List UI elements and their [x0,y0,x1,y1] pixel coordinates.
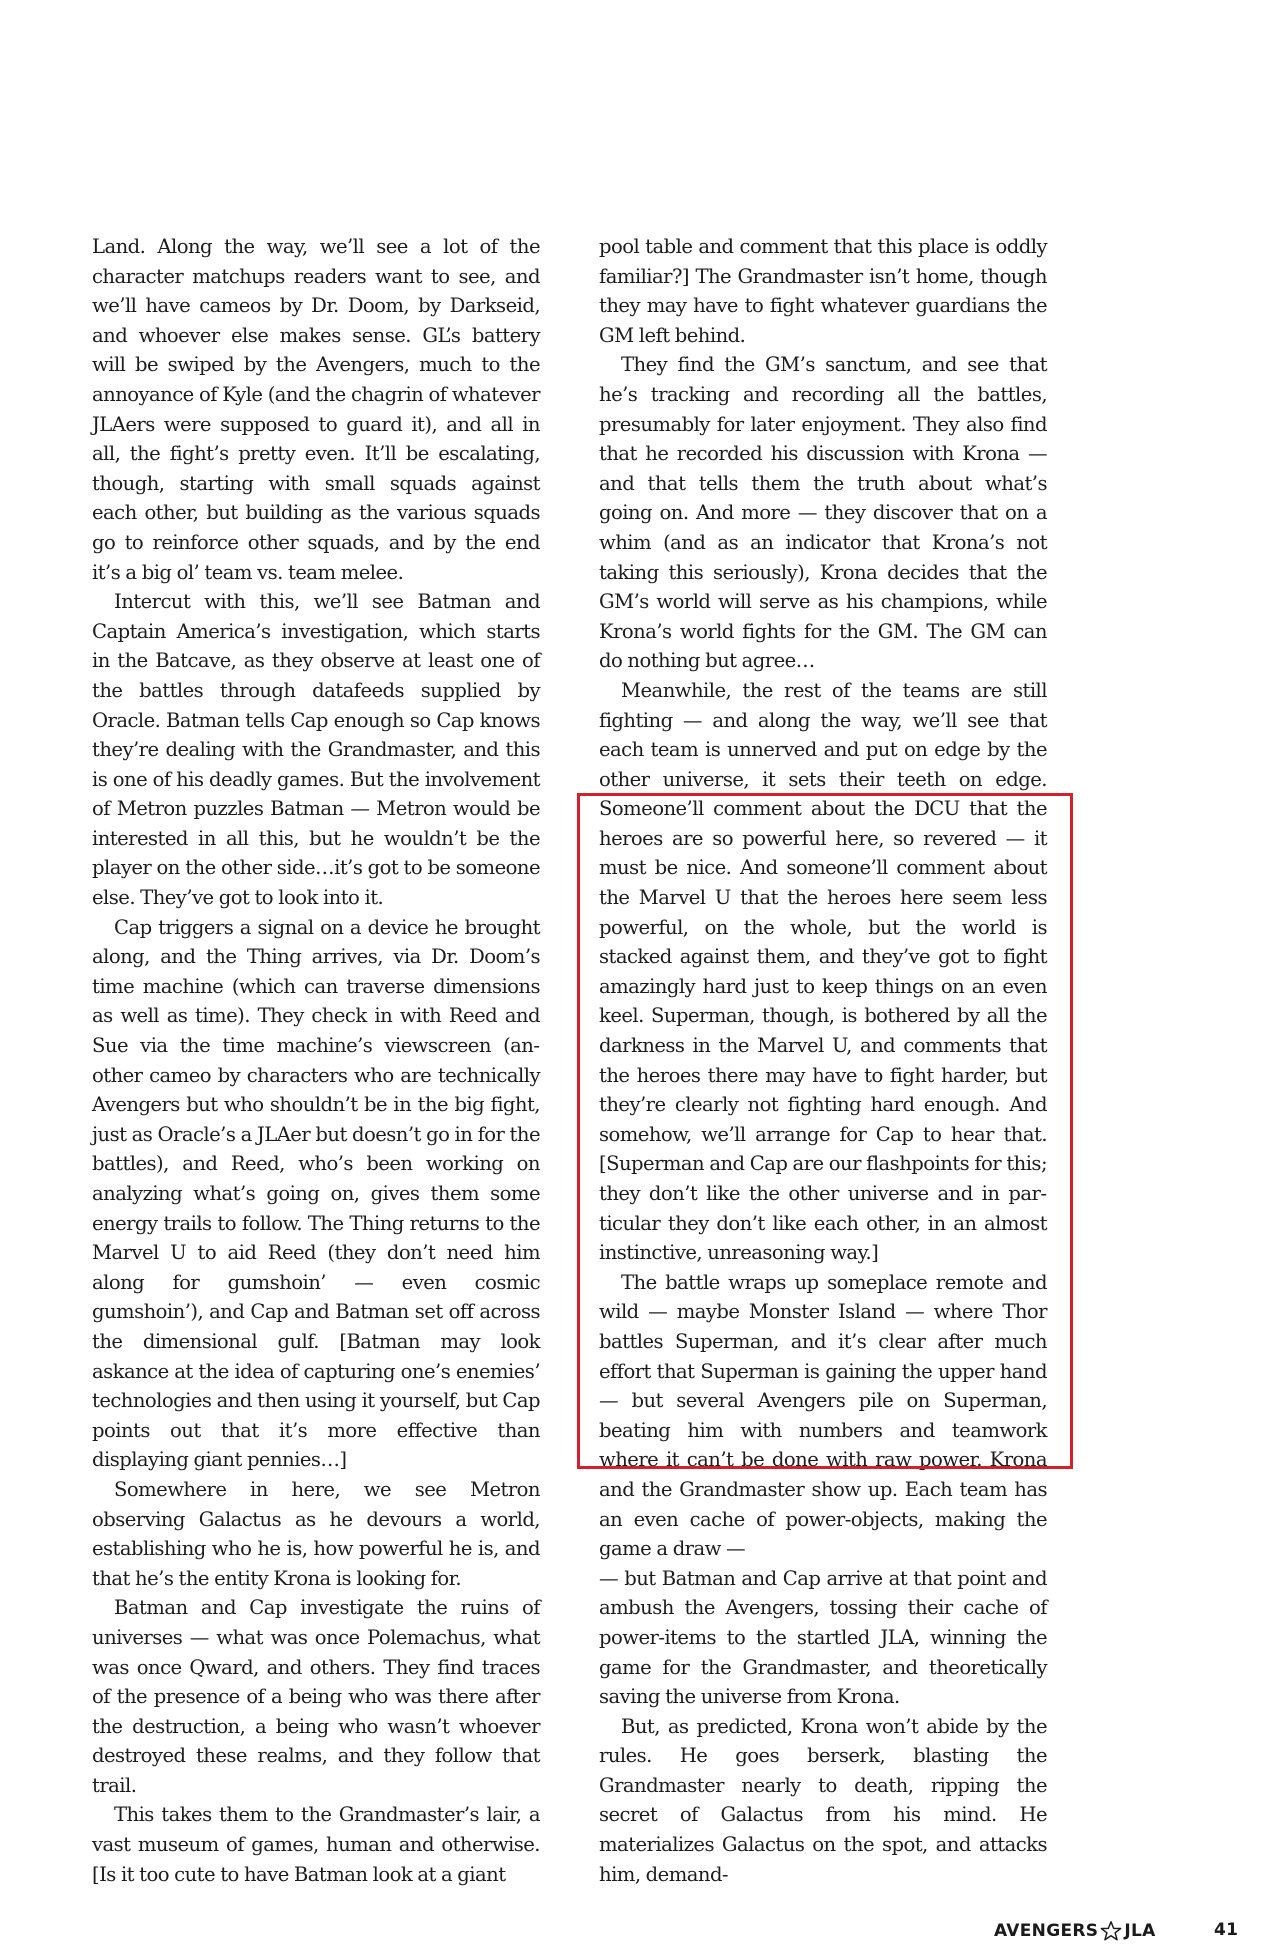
footer-brand [994,1920,1156,1942]
paragraph: They find the GM’s sanctum, and see that he’s tracking and recording all the battles, presumably for later enjoyment. They also find that he recorded his discussion with Krona — and that tells them the truth about what’s going on. And more — they discover that on a whim (and as an indicator that Krona’s not taking this seriously), Krona decides that the GM’s world will serve as his champions, while Krona’s world fights for the GM. The GM can do nothing but agree… [599,353,1047,673]
paragraph: Land. Along the way, we’ll see a lot of the character matchups readers want to see, and we’ll have cameos by Dr. Doom, by Darkseid, and whoever else makes sense. GL’s battery will be swiped by the Avengers, much to the annoyance of Kyle (and the chagrin of whatever JLAers were supposed to guard it), and all in all, the fight’s pretty even. It’ll be escalating, though, starting with small squads against each other, but building as the various squads go to reinforce other squads, and by the end it’s a big ol’ team vs. team melee. [92,235,540,584]
paragraph: But, as predicted, Krona won’t abide by the rules. He goes berserk, blasting the Grandmaster nearly to death, ripping the secret of Galactus from his mind. He materializes Galactus on the spot, and attacks him, demand- [599,1714,1047,1886]
paragraph: Intercut with this, we’ll see Batman and Captain America’s investigation, which starts in the Batcave, as they observe at least one of the battles through datafeeds supplied by Oracle. Batman tells Cap enough so Cap knows they’re dealing with the Grandmaster, and this is one of his deadly games. But the involvement of Metron puzzles Batman — Metron would be interested in all this, but he wouldn’t be the player on the other side…it’s got to be someone else. They’ve got to look into it. [92,590,540,910]
left-text-column [92,232,540,1889]
paragraph: Batman and Cap investigate the ruins of universes — what was once Polemachus, what was once Qward, and others. They find traces of the presence of a being who was there after the destruction, a being who wasn’t whoever destroyed these realms, and they follow that trail. [92,1596,540,1797]
paragraph: pool table and comment that this place is oddly familiar?] The Grandmaster isn’t home, though they may have to fight whatever guardians the GM left behind. [599,235,1047,347]
paragraph: Somewhere in here, we see Metron observing Galactus as he devours a world, establishing who he is, how powerful he is, and that he’s the entity Krona is looking for. [92,1477,540,1590]
right-text-column [599,232,1047,1889]
star-icon [1100,1920,1122,1942]
paragraph: Cap triggers a signal on a device he brought along, and the Thing arrives, via Dr. Doom’s time machine (which can traverse dimensions as well as time). They check in with Reed and Sue via the time machine’s viewscreen (another cameo by characters who are technically Avengers but who shouldn’t be in the big fight, just as Oracle’s a JLAer but doesn’t go in for the battles), and Reed, who’s been working on analyzing what’s going on, gives them some energy trails to follow. The Thing returns to the Marvel U to aid Reed (they don’t need him along for gumshoin’ — even cosmic gumshoin’), and Cap and Batman set off across the dimensional gulf. [Batman may look askance at the idea of capturing one’s enemies’ technologies and then using it yourself, but Cap points out that it’s more effective than displaying giant pennies…] [92,915,540,1472]
brand-avengers: AVENGERS [994,1921,1099,1941]
paragraph: The battle wraps up someplace remote and wild — maybe Monster Island — where Thor battles Superman, and it’s clear after much effort that Superman is gaining the upper hand — but several Avengers pile on Superman, beating him with numbers and teamwork where it can’t be done with raw power. Krona and the Grandmaster show up. Each team has an even cache of power-objects, making the game a draw — [599,1270,1047,1561]
paragraph: — but Batman and Cap arrive at that point and ambush the Avengers, tossing their cache of power-items to the startled JLA, winning the game for the Grandmaster, and theoretically saving the universe from Krona. [599,1566,1047,1709]
page-footer [0,1920,1280,1950]
paragraph: This takes them to the Grandmaster’s lair, a vast museum of games, human and otherwise. [Is it too cute to have Batman look at a giant [92,1803,540,1886]
brand-jla: JLA [1124,1921,1156,1941]
paragraph: Meanwhile, the rest of the teams are still fighting — and along the way, we’ll see that each team is unnerved and put on edge by the other universe, it sets their teeth on edge. Someone’ll comment about the DCU that the heroes are so powerful here, so revered — it must be nice. And someone’ll comment about the Marvel U that the heroes here seem less powerful, on the whole, but the world is stacked against them, and they’ve got to fight amazingly hard just to keep things on an even keel. Superman, though, is bothered by all the darkness in the Marvel U, and comments that the heroes there may have to fight harder, but they’re clearly not fighting hard enough. And somehow, we’ll arrange for Cap to hear that. [Superman and Cap are our flashpoints for this; they don’t like the other universe and in particular they don’t like each other, in an almost instinctive, unreasoning way.] [599,678,1047,1265]
page-number: 41 [1214,1920,1239,1940]
